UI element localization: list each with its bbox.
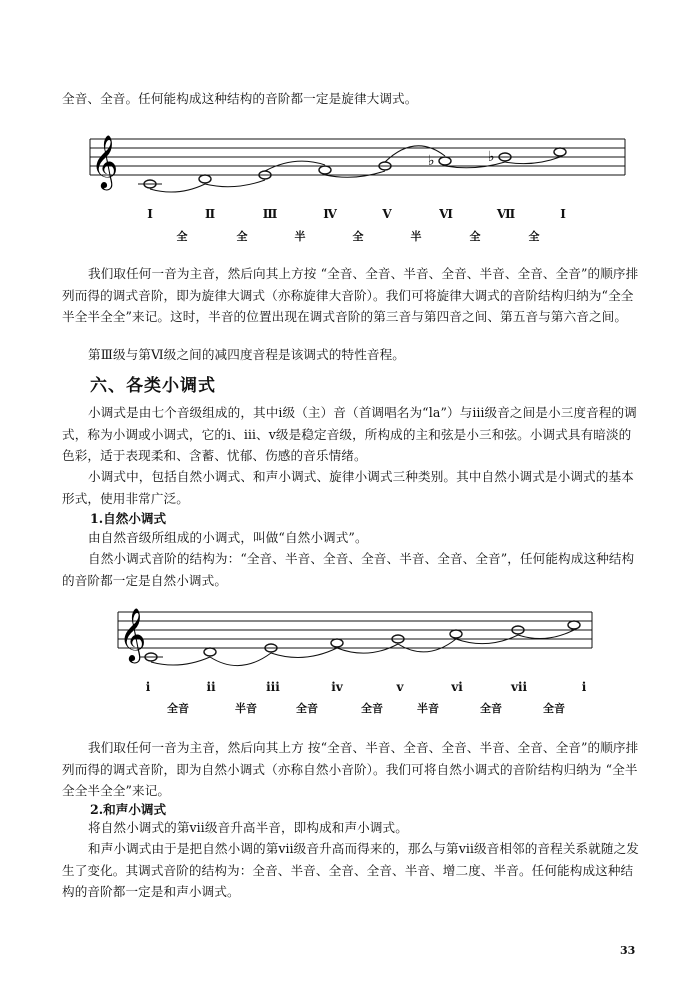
step-label: 全 xyxy=(528,230,540,243)
note-2 xyxy=(204,648,216,656)
step-label: 全音 xyxy=(361,702,383,715)
slur-1 xyxy=(151,657,210,665)
treble-clef-icon: 𝄞 xyxy=(91,134,119,188)
slur-6 xyxy=(445,162,505,168)
slur-3 xyxy=(271,648,337,657)
degree-label: Ⅰ xyxy=(147,207,153,221)
paragraph-melodic-major: 我们取任何一音为主音，然后向其上方按 “全音、全音、半音、全音、半音、全音、全音”的顺序排列而得的调式音阶，即为旋律大调式（亦称旋律大音阶）。我们可将旋律大调式的音阶结构归纳为“全全半全半全全”来记。这时，半音的位置出现在调式音阶的第三音与第四音之间、第五音与第六音之间。 xyxy=(62,266,639,324)
note-6 xyxy=(450,630,462,638)
step-label: 全 xyxy=(469,230,481,243)
flat-icon-6: ♭ xyxy=(428,153,435,169)
degree-label: ⅱ xyxy=(206,680,216,694)
paragraph-harmonic-minor-def: 将自然小调式的第ⅶ级音升高半音，即构成和声小调式。 xyxy=(88,820,408,835)
step-label: 全音 xyxy=(296,702,318,715)
paragraph-minor-types: 小调式中，包括自然小调式、和声小调式、旋律小调式三种类别。其中自然小调式是小调式的基本形式，使用非常广泛。 xyxy=(62,469,634,506)
treble-clef-icon: 𝄞 xyxy=(119,607,147,661)
intro-line: 全音、全音。任何能构成这种结构的音阶都一定是旋律大调式。 xyxy=(62,91,418,106)
degree-label: Ⅲ xyxy=(262,207,278,221)
degree-label: ⅴ xyxy=(396,680,404,694)
slur-4 xyxy=(325,171,385,177)
slur-5 xyxy=(398,639,456,652)
step-label: 全音 xyxy=(543,702,565,715)
paragraph-characteristic-interval: 第Ⅲ级与第Ⅵ级之间的减四度音程是该调式的特性音程。 xyxy=(88,347,405,362)
note-6 xyxy=(439,157,451,165)
degree-label: Ⅴ xyxy=(382,207,392,221)
note-4 xyxy=(319,166,331,174)
degree-label: ⅳ xyxy=(331,680,343,694)
paragraph-minor-definition: 小调式是由七个音级组成的，其中ⅰ级（主）音（首调唱名为“la”）与ⅲ级音之间是小三度音程的调式，称为小调或小调式，它的ⅰ、ⅲ、ⅴ级是稳定音级，所构成的主和弦是小三和弦。小调式具有暗淡的色彩，适于表现柔和、含蓄、忧郁、伤感的音乐情绪。 xyxy=(62,405,637,463)
slur-7 xyxy=(505,157,560,164)
step-label: 半 xyxy=(410,230,422,243)
step-label: 半音 xyxy=(417,702,439,715)
step-label: 半 xyxy=(294,230,306,243)
degree-label: Ⅵ xyxy=(439,207,453,221)
note-8 xyxy=(554,148,566,156)
paragraph-natural-minor-structure: 自然小调式音阶的结构为：“全音、半音、全音、全音、半音、全音、全音”，任何能构成这种结构的音阶都一定是自然小调式。 xyxy=(62,551,635,588)
step-label: 全 xyxy=(176,230,188,243)
degree-label: Ⅰ xyxy=(560,207,566,221)
natural-minor-staff xyxy=(0,598,690,723)
slur-2 xyxy=(205,180,265,187)
degree-label: Ⅶ xyxy=(496,207,516,221)
degree-label: ⅰ xyxy=(145,680,151,694)
step-label: 半音 xyxy=(235,702,257,715)
degree-label: ⅵ xyxy=(451,680,463,694)
flat-icon-7: ♭ xyxy=(488,149,495,165)
subsection-title-harmonic-minor: 2.和声小调式 xyxy=(90,802,167,817)
degree-label: ⅰ xyxy=(581,680,587,694)
step-label: 全 xyxy=(352,230,364,243)
section-heading: 六、各类小调式 xyxy=(90,376,216,396)
step-label: 全音 xyxy=(167,702,189,715)
step-label: 全音 xyxy=(480,702,502,715)
degree-label: Ⅱ xyxy=(204,207,216,221)
page-number: 33 xyxy=(620,944,636,957)
slur-1 xyxy=(150,184,205,192)
paragraph-natural-minor-def: 由自然音级所组成的小调式，叫做“自然小调式”。 xyxy=(88,530,368,545)
degree-label: ⅶ xyxy=(510,680,528,694)
degree-label: Ⅳ xyxy=(323,207,337,221)
paragraph-harmonic-minor-structure: 和声小调式由于是把自然小调的第ⅶ级音升高而得来的，那么与第ⅶ级音相邻的音程关系就随之发生了变化。其调式音阶的结构为：全音、半音、全音、全音、半音、增二度、半音。任何能构成这种结构的音阶都一定是和声小调式。 xyxy=(62,841,639,899)
note-8 xyxy=(568,621,580,629)
slur-2 xyxy=(210,653,271,666)
slur-7 xyxy=(518,630,574,639)
paragraph-natural-minor-summary: 我们取任何一音为主音，然后向其上方 按“全音、半音、全音、全音、半音、全音、全音”的顺序排列而得的调式音阶，即为自然小调式（亦称自然小音阶）。我们可将自然小调式的音阶结构归纳为 “全半全全半全全”来记。 xyxy=(62,740,639,798)
note-4 xyxy=(331,639,343,647)
step-label: 全 xyxy=(236,230,248,243)
slur-4 xyxy=(337,644,398,653)
note-2 xyxy=(199,175,211,183)
subsection-title-natural-minor: 1.自然小调式 xyxy=(90,511,167,526)
melodic-major-staff xyxy=(0,125,690,250)
degree-label: ⅲ xyxy=(266,680,280,694)
